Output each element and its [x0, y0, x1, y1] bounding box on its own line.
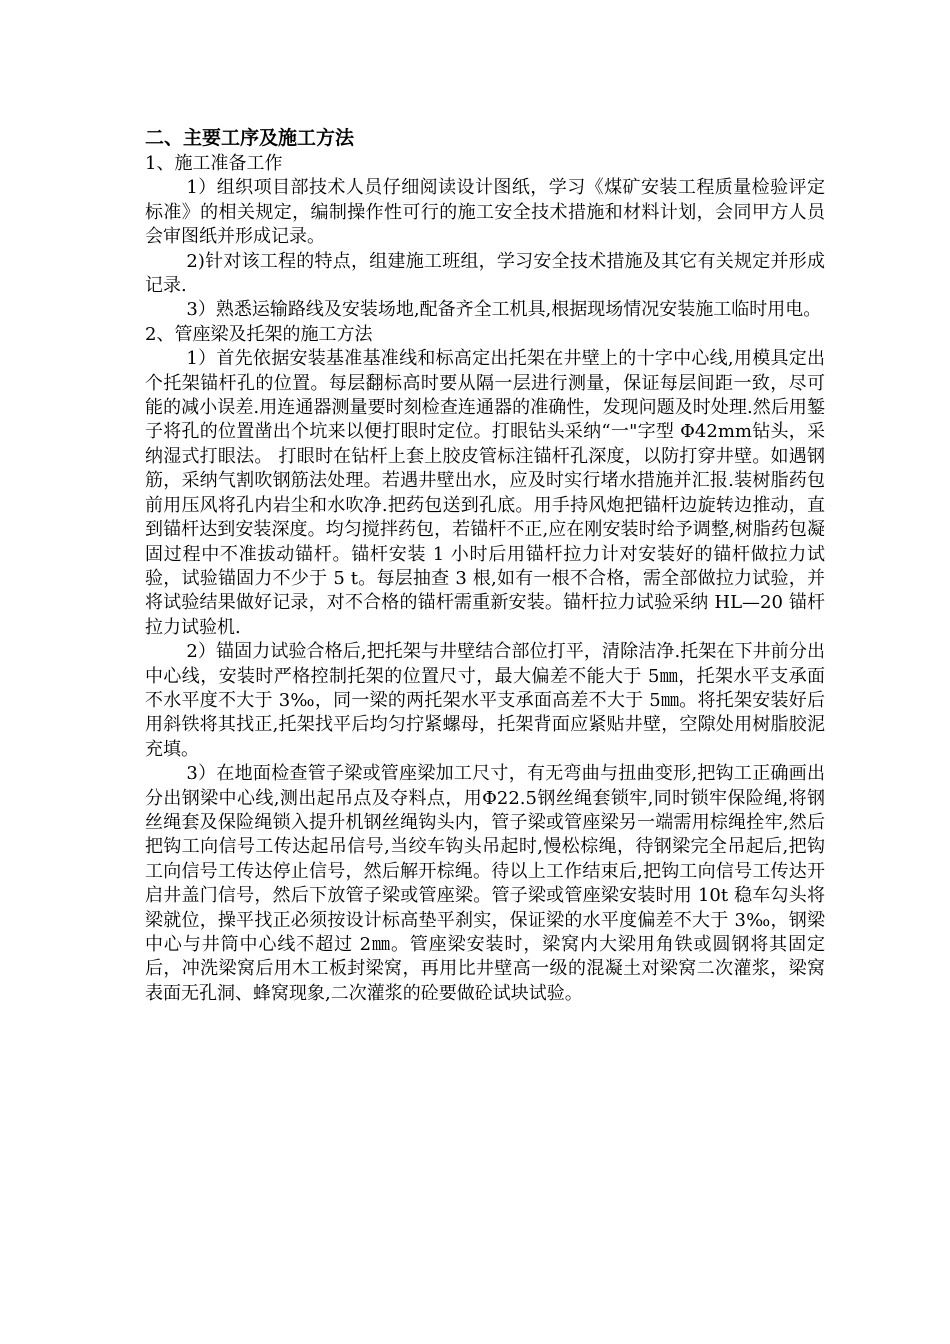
- paragraph-prep-1: 1）组织项目部技术人员仔细阅读设计图纸，学习《煤矿安装工程质量检验评定标准》的相关规定，编制操作性可行的施工安全技术措施和材料计划，会同甲方人员会审图纸并形成记录。: [145, 177, 825, 248]
- paragraph-prep-3: 3）熟悉运输路线及安装场地,配备齐全工机具,根据现场情况安装施工临时用电。: [186, 299, 822, 321]
- subsection-heading-beam-bracket: 2、管座梁及托架的施工方法: [145, 323, 373, 345]
- paragraph-beam-2: 2）锚固力试验合格后,把托架与井壁结合部位打平，清除洁净.托架在下井前分出中心线，安装时严格控制托架的位置尺寸，最大偏差不能大于 5㎜，托架水平支承面不水平度不大于 3‰，同一梁的两托架水平支承面高差不大于 5㎜。将托架安装好后用斜铁将其找正,托架找平后均匀拧紧螺母，托架背面应紧贴井壁，空隙处用树脂胶泥充填。: [145, 641, 825, 760]
- paragraph-prep-2: 2)针对该工程的特点，组建施工班组，学习安全技术措施及其它有关规定并形成记录.: [145, 250, 825, 297]
- section-title: 二、主要工序及施工方法: [145, 127, 355, 149]
- document-page: [145, 124, 825, 1006]
- paragraph-beam-3: 3）在地面检查管子梁或管座梁加工尺寸，有无弯曲与扭曲变形,把钩工正确画出分出钢梁中心线,测出起吊点及夺料点，用Φ22.5钢丝绳套锁牢,同时锁牢保险绳,将钢丝绳套及保险绳锁入提升机钢丝绳钩头内，管子梁或管座梁另一端需用棕绳拴牢,然后把钩工向信号工传达起吊信号,当绞车钩头吊起时,慢松棕绳，待钢梁完全吊起后,把钩工向信号工传达停止信号，然后解开棕绳。待以上工作结束后,把钩工向信号工传达开启井盖门信号，然后下放管子梁或管座梁。管子梁或管座梁安装时用 10t 稳车勾头将梁就位，操平找正必须按设计标高垫平刹实，保证梁的水平度偏差不大于 3‰，钢梁中心与井筒中心线不超过 2㎜。管座梁安装时，梁窝内大梁用角铁或圆钢将其固定后，冲洗梁窝后用木工板封梁窝，再用比井壁高一级的混凝土对梁窝二次灌浆，梁窝表面无孔洞、蜂窝现象,二次灌浆的砼要做砼试块试验。: [145, 763, 825, 1004]
- paragraph-beam-1: 1）首先依据安装基准基准线和标高定出托架在井壁上的十字中心线,用模具定出个托架锚杆孔的位置。每层翻标高时要从隔一层进行测量，保证每层间距一致，尽可能的减小误差.用连通器测量要时刻检查连通器的准确性，发现问题及时处理.然后用錾子将孔的位置凿出个坑来以便打眼时定位。打眼钻头采纳“一"字型 Φ42mm钻头，采纳湿式打眼法。 打眼时在钻杆上套上胶皮管标注锚杆孔深度，以防打穿井壁。如遇钢筋，采纳气割吹钢筋法处理。若遇井壁出水，应及时实行堵水措施并汇报.装树脂药包前用压风将孔内岩尘和水吹净.把药包送到孔底。用手持风炮把锚杆边旋转边推动，直到锚杆达到安装深度。均匀搅拌药包，若锚杆不正,应在刚安装时给予调整,树脂药包凝固过程中不准拔动锚杆。锚杆安装 1 小时后用锚杆拉力计对安装好的锚杆做拉力试验，试验锚固力不少于 5 t。每层抽查 3 根,如有一根不合格，需全部做拉力试验，并将试验结果做好记录，对不合格的锚杆需重新安装。锚杆拉力试验采纳 HL—20 锚杆拉力试验机.: [145, 348, 825, 638]
- subsection-heading-preparation: 1、施工准备工作: [145, 153, 283, 174]
